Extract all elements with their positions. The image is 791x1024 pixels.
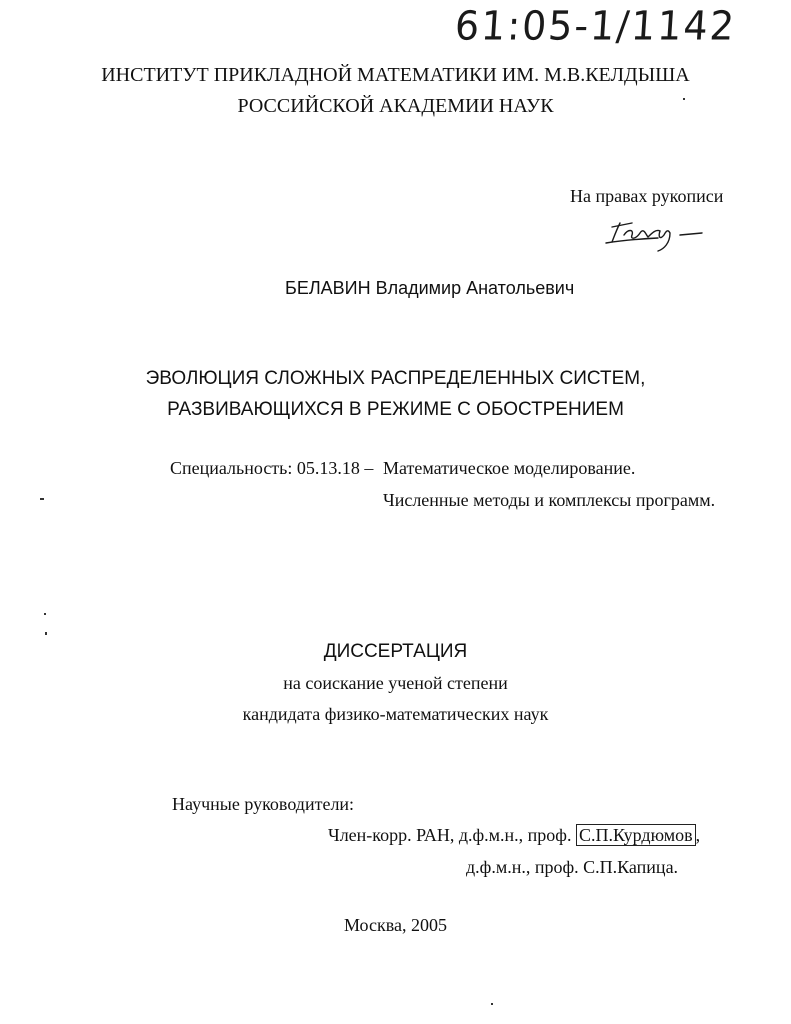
author-name: БЕЛАВИН Владимир Анатольевич — [285, 278, 575, 298]
specialty-line2: Численные методы и комплексы программ. — [383, 490, 716, 510]
supervisor-first — [328, 825, 700, 846]
scan-speck — [683, 98, 685, 100]
supervisors-label: Научные руководители: — [172, 794, 355, 814]
supervisor-first-prefix: Член-корр. РАН, д.ф.м.н., проф. — [328, 825, 572, 845]
manuscript-rights: На правах рукописи — [570, 186, 724, 206]
scan-speck — [44, 613, 46, 615]
institute-line2: РОССИЙСКОЙ АКАДЕМИИ НАУК — [237, 95, 554, 117]
dissertation-heading: ДИССЕРТАЦИЯ — [323, 641, 468, 662]
supervisor-first-name: С.П.Курдюмов — [576, 824, 696, 846]
dissertation-line2: кандидата физико-математических наук — [242, 704, 549, 724]
place-year: Москва, 2005 — [344, 915, 447, 935]
specialty-label: Специальность: 05.13.18 – — [170, 458, 374, 478]
archive-number: 61:05-1/1142 — [453, 2, 738, 50]
signature — [598, 213, 708, 253]
scan-speck — [40, 498, 44, 500]
supervisor-second: д.ф.м.н., проф. С.П.Капица. — [466, 857, 679, 877]
supervisor-first-suffix: , — [695, 825, 701, 845]
scan-speck — [45, 632, 47, 635]
institute-line1: ИНСТИТУТ ПРИКЛАДНОЙ МАТЕМАТИКИ ИМ. М.В.КЕЛДЫША — [101, 64, 690, 86]
thesis-title-line1: ЭВОЛЮЦИЯ СЛОЖНЫХ РАСПРЕДЕЛЕННЫХ СИСТЕМ, — [145, 368, 646, 389]
dissertation-line1: на соискание ученой степени — [283, 673, 508, 693]
thesis-title-line2: РАЗВИВАЮЩИХСЯ В РЕЖИМЕ С ОБОСТРЕНИЕМ — [167, 399, 624, 420]
scan-speck — [491, 1003, 493, 1005]
specialty-line1: Математическое моделирование. — [383, 458, 636, 478]
